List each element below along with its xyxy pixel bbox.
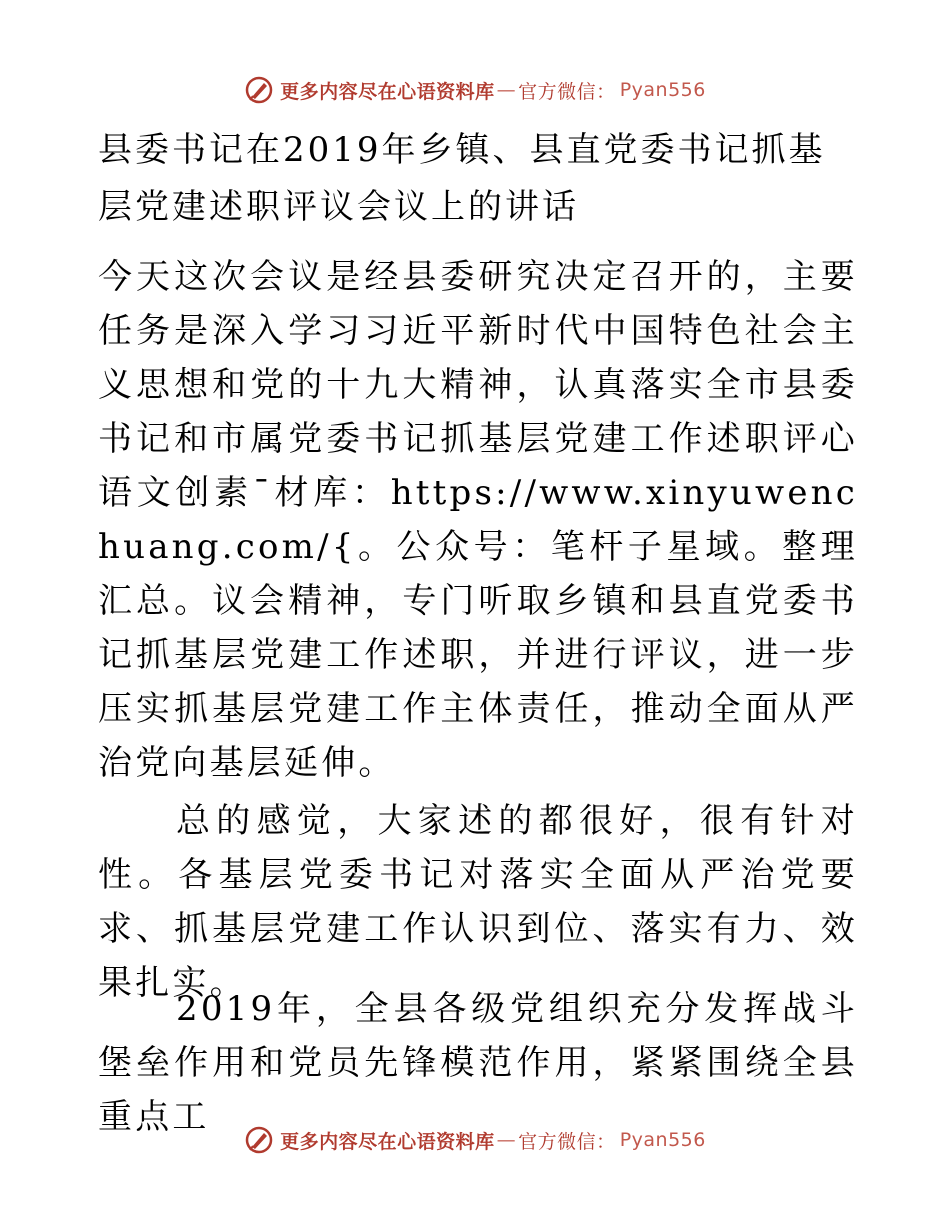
header-banner [0, 70, 950, 110]
banner-wechat-id: Pyan556 [619, 79, 706, 101]
footer-dash: — [496, 1129, 517, 1151]
banner-colon: ： [596, 80, 616, 103]
quill-pen-logo-icon [244, 1125, 274, 1155]
banner-dash: — [496, 79, 517, 101]
banner-brand-text: 更多内容尽在心语资料库 [280, 80, 495, 103]
footer-brand-text: 更多内容尽在心语资料库 [280, 1130, 495, 1153]
footer-official-label: 官方微信 [518, 1130, 597, 1153]
body-paragraph-1: 今天这次会议是经县委研究决定召开的，主要任务是深入学习习近平新时代中国特色社会主义思想和党的十九大精神，认真落实全市县委书记和市属党委书记抓基层党建工作述职评心语文创素¯材库：https://www.xinyuwenchuang.com/{。公众号：笔杆子星域。整理汇总。议会精神，专门听取乡镇和县直党委书记抓基层党建工作述职，并进行评议，进一步压实抓基层党建工作主体责任，推动全面从严治党向基层延伸。 [98, 257, 858, 783]
document-title: 县委书记在2019年乡镇、县直党委书记抓基层党建述职评议会议上的讲话 [98, 130, 826, 227]
footer-wechat-id: Pyan556 [619, 1129, 706, 1151]
body-paragraph-3: 2019年，全县各级党组织充分发挥战斗堡垒作用和党员先锋模范作用，紧紧围绕全县重点工 [98, 989, 858, 1137]
quill-pen-logo-icon [244, 75, 274, 105]
body-paragraph-2: 总的感觉，大家述的都很好，很有针对性。各基层党委书记对落实全面从严治党要求、抓基层党建工作认识到位、落实有力、效果扎实。 [98, 801, 858, 1003]
banner-official-label: 官方微信 [518, 80, 597, 103]
footer-banner [0, 1120, 950, 1160]
footer-colon: ： [596, 1130, 616, 1153]
